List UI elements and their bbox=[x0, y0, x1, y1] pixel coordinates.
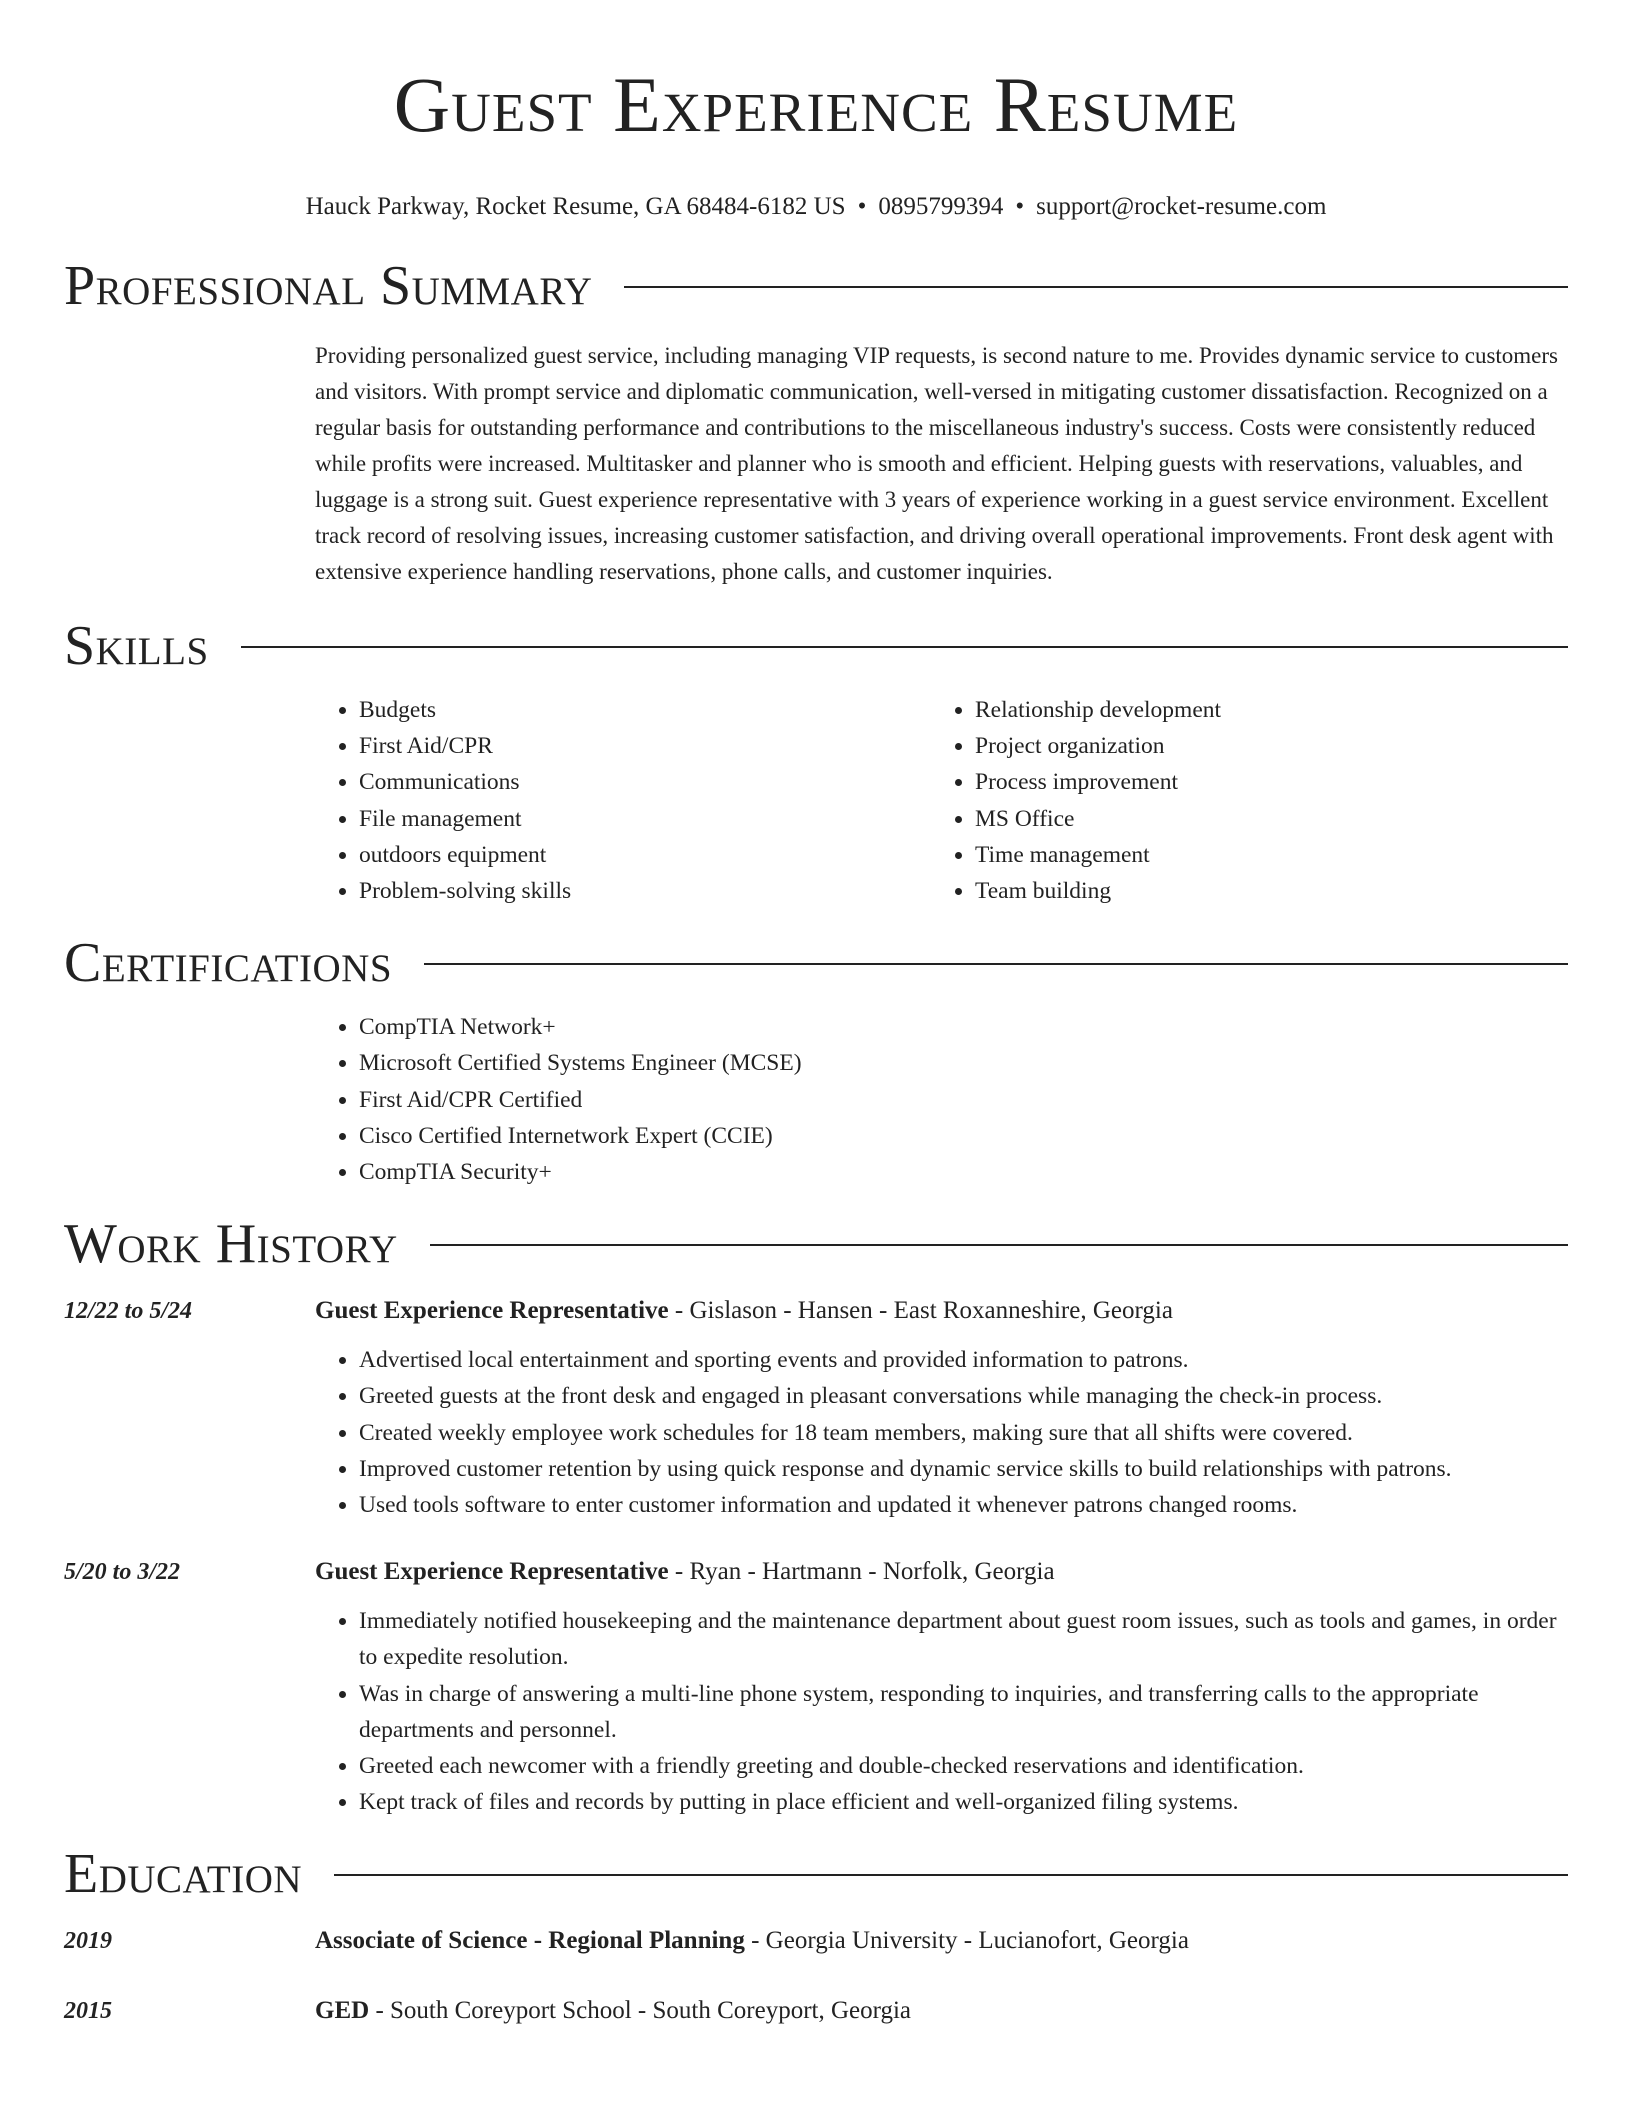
job-heading bbox=[315, 1555, 1055, 1589]
contact-separator: • bbox=[857, 193, 867, 220]
job-duty: • Was in charge of answering a multi-line phone system, responding to inquiries, and transferring calls to the appropriate departments and personnel. bbox=[359, 1676, 1568, 1748]
section-divider bbox=[624, 286, 1568, 288]
job-title: Guest Experience Representative bbox=[315, 1297, 669, 1325]
skill-item: • MS Office bbox=[975, 801, 1547, 837]
section-divider bbox=[424, 963, 1568, 965]
job-duty: • Kept track of files and records by putting in place efficient and well-organized filing systems. bbox=[359, 1784, 1568, 1820]
certifications-section bbox=[315, 1009, 1568, 1190]
work-section-header bbox=[64, 1212, 1568, 1276]
skill-item: • Project organization bbox=[975, 728, 1547, 764]
certification-item: • Microsoft Certified Systems Engineer (MCSE) bbox=[359, 1045, 1568, 1081]
job-duty: • Greeted each newcomer with a friendly greeting and double-checked reservations and identification. bbox=[359, 1748, 1568, 1784]
job-dates: 5/20 to 3/22 bbox=[64, 1559, 181, 1586]
skill-item: • Budgets bbox=[359, 692, 931, 728]
contact-address: Hauck Parkway, Rocket Resume, GA 68484-6182 US bbox=[305, 193, 846, 220]
job-employer: - Gislason - Hansen - East Roxanneshire, Georgia bbox=[668, 1297, 1173, 1325]
job-entry bbox=[64, 1294, 1568, 1523]
skills-section bbox=[315, 692, 1568, 909]
education-entry bbox=[64, 1924, 1568, 1958]
job-heading bbox=[315, 1294, 1173, 1328]
job-duty: • Improved customer retention by using quick response and dynamic service skills to build relationships with patrons. bbox=[359, 1451, 1568, 1487]
education-entry bbox=[64, 1994, 1568, 2028]
job-duty: • Immediately notified housekeeping and the maintenance department about guest room issues, such as tools and games, in order to expedite resolution. bbox=[359, 1603, 1568, 1675]
contact-separator: • bbox=[1015, 193, 1025, 220]
contact-email: support@rocket-resume.com bbox=[1036, 193, 1327, 220]
skills-heading: Skills bbox=[64, 615, 209, 677]
skills-column-right bbox=[931, 692, 1547, 909]
summary-text: Providing personalized guest service, including managing VIP requests, is second nature to me. Provides dynamic service to customers and visitors. With prompt service and diplomatic communication, well-versed in mitigating customer dissatisfaction. Recognized on a regular basis for outstanding performance and contributions to the miscellaneous industry's success. Costs were consistently reduced while profits were increased. Multitasker and planner who is smooth and efficient. Helping guests with reservations, valuables, and luggage is a strong suit. Guest experience representative with 3 years of experience working in a guest service environment. Excellent track record of resolving issues, increasing customer satisfaction, and driving overall operational improvements. Front desk agent with extensive experience handling reservations, phone calls, and customer inquiries. bbox=[315, 343, 1558, 584]
job-entry bbox=[64, 1555, 1568, 1820]
contact-phone: 0895799394 bbox=[878, 193, 1004, 220]
summary-section bbox=[315, 338, 1568, 590]
certifications-heading: Certifications bbox=[64, 932, 393, 995]
skill-item: • Process improvement bbox=[975, 764, 1547, 800]
skill-item: • Team building bbox=[975, 873, 1547, 909]
education-school: - South Coreyport School - South Coreyport, Georgia bbox=[369, 1997, 912, 2025]
skills-column-left bbox=[315, 692, 931, 909]
job-duty: • Used tools software to enter customer information and updated it whenever patrons changed rooms. bbox=[359, 1487, 1568, 1523]
education-heading: Education bbox=[64, 1843, 303, 1906]
resume-title: Guest Experience Resume bbox=[393, 61, 1239, 148]
job-title: Guest Experience Representative bbox=[315, 1558, 669, 1586]
job-header bbox=[64, 1294, 1568, 1328]
education-year: 2019 bbox=[64, 1928, 112, 1955]
summary-heading: Professional Summary bbox=[64, 255, 593, 317]
education-degree: Associate of Science - Regional Planning bbox=[315, 1927, 745, 1955]
job-duty: • Created weekly employee work schedules for 18 team members, making sure that all shifts were covered. bbox=[359, 1415, 1568, 1451]
job-duty: • Greeted guests at the front desk and engaged in pleasant conversations while managing the check-in process. bbox=[359, 1378, 1568, 1414]
section-divider bbox=[334, 1874, 1568, 1876]
skill-item: • Time management bbox=[975, 837, 1547, 873]
job-employer: - Ryan - Hartmann - Norfolk, Georgia bbox=[668, 1558, 1055, 1586]
skill-item: • First Aid/CPR bbox=[359, 728, 931, 764]
skill-item: • outdoors equipment bbox=[359, 837, 931, 873]
skill-item: • Communications bbox=[359, 764, 931, 800]
education-school: - Georgia University - Lucianofort, Georgia bbox=[744, 1927, 1189, 1955]
skill-item: • File management bbox=[359, 801, 931, 837]
skill-item: • Problem-solving skills bbox=[359, 873, 931, 909]
summary-section-header bbox=[64, 254, 1568, 318]
education-section-header bbox=[64, 1842, 1568, 1906]
job-header bbox=[64, 1555, 1568, 1589]
section-divider bbox=[241, 646, 1568, 648]
education-heading-line bbox=[315, 1994, 911, 2028]
certification-item: • First Aid/CPR Certified bbox=[359, 1082, 1568, 1118]
job-dates: 12/22 to 5/24 bbox=[64, 1298, 193, 1325]
skills-section-header bbox=[64, 614, 1568, 678]
certification-item: • CompTIA Security+ bbox=[359, 1154, 1568, 1190]
certifications-section-header bbox=[64, 931, 1568, 995]
work-heading: Work History bbox=[64, 1213, 398, 1276]
education-heading-line bbox=[315, 1924, 1189, 1958]
education-degree: GED bbox=[315, 1997, 370, 2025]
section-divider bbox=[430, 1244, 1568, 1246]
education-year: 2015 bbox=[64, 1998, 112, 2025]
skill-item: • Relationship development bbox=[975, 692, 1547, 728]
certification-item: • Cisco Certified Internetwork Expert (CCIE) bbox=[359, 1118, 1568, 1154]
job-duties bbox=[315, 1342, 1568, 1523]
job-duties bbox=[315, 1603, 1568, 1820]
contact-info bbox=[64, 190, 1568, 224]
job-duty: • Advertised local entertainment and sporting events and provided information to patrons. bbox=[359, 1342, 1568, 1378]
certification-item: • CompTIA Network+ bbox=[359, 1009, 1568, 1045]
